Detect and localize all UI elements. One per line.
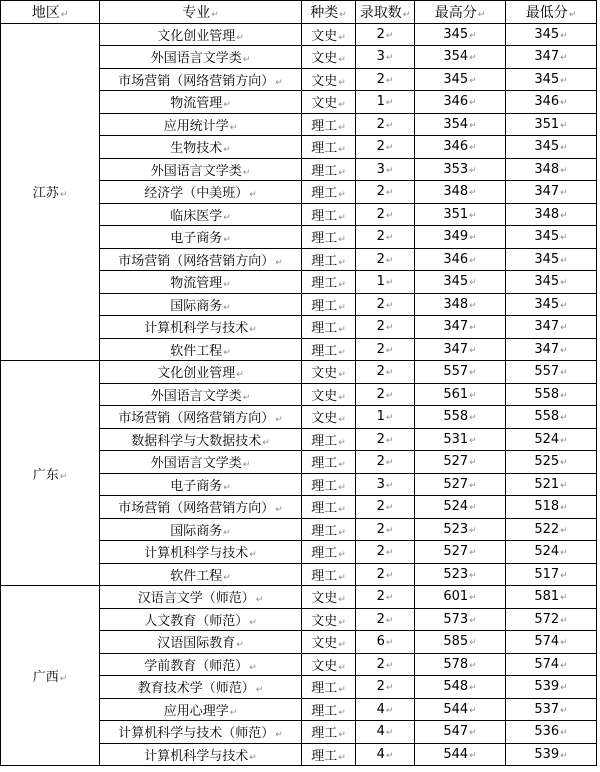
admitted-cell: 2↵	[356, 113, 415, 136]
admitted-cell: 3↵	[356, 46, 415, 69]
admitted-cell: 2↵	[356, 563, 415, 586]
category-cell: 文史↵	[302, 23, 356, 46]
table-row	[1, 586, 597, 609]
admitted-cell: 2↵	[356, 338, 415, 361]
admitted-cell: 3↵	[356, 473, 415, 496]
max-score-cell: 347↵	[415, 316, 506, 339]
min-score-cell: 536↵	[506, 721, 597, 744]
major-cell: 教育技术学（师范）↵	[100, 676, 302, 699]
max-score-cell: 578↵	[415, 653, 506, 676]
min-score-cell: 345↵	[506, 23, 597, 46]
min-score-cell: 558↵	[506, 383, 597, 406]
category-cell: 文史↵	[302, 586, 356, 609]
min-score-cell: 347↵	[506, 46, 597, 69]
max-score-cell: 349↵	[415, 226, 506, 249]
admitted-cell: 2↵	[356, 383, 415, 406]
major-cell: 电子商务↵	[100, 473, 302, 496]
category-cell: 理工↵	[302, 158, 356, 181]
major-cell: 计算机科学与技术↵	[100, 541, 302, 564]
major-cell: 外国语言文学类↵	[100, 451, 302, 474]
max-score-cell: 347↵	[415, 338, 506, 361]
min-score-cell: 537↵	[506, 698, 597, 721]
category-cell: 文史↵	[302, 631, 356, 654]
min-score-cell: 517↵	[506, 563, 597, 586]
major-cell: 市场营销（网络营销方向）↵	[100, 406, 302, 429]
major-cell: 市场营销（网络营销方向）↵	[100, 68, 302, 91]
admitted-cell: 1↵	[356, 271, 415, 294]
admitted-cell: 2↵	[356, 293, 415, 316]
category-cell: 文史↵	[302, 361, 356, 384]
max-score-cell: 523↵	[415, 518, 506, 541]
admitted-cell: 2↵	[356, 653, 415, 676]
major-cell: 市场营销（网络营销方向）↵	[100, 496, 302, 519]
category-cell: 理工↵	[302, 181, 356, 204]
major-cell: 计算机科学与技术↵	[100, 743, 302, 766]
admitted-cell: 2↵	[356, 248, 415, 271]
category-cell: 理工↵	[302, 113, 356, 136]
min-score-cell: 522↵	[506, 518, 597, 541]
min-score-cell: 347↵	[506, 338, 597, 361]
min-score-cell: 572↵	[506, 608, 597, 631]
major-cell: 软件工程↵	[100, 563, 302, 586]
category-cell: 理工↵	[302, 518, 356, 541]
major-cell: 物流管理↵	[100, 271, 302, 294]
major-cell: 计算机科学与技术（师范）↵	[100, 721, 302, 744]
category-cell: 理工↵	[302, 721, 356, 744]
region-cell: 广西↵	[1, 586, 100, 766]
min-score-cell: 345↵	[506, 226, 597, 249]
major-cell: 人文教育（师范）↵	[100, 608, 302, 631]
min-score-cell: 524↵	[506, 428, 597, 451]
header-max-score: 最高分↵	[415, 1, 506, 24]
category-cell: 文史↵	[302, 68, 356, 91]
category-cell: 理工↵	[302, 293, 356, 316]
category-cell: 理工↵	[302, 136, 356, 159]
max-score-cell: 353↵	[415, 158, 506, 181]
min-score-cell: 351↵	[506, 113, 597, 136]
major-cell: 市场营销（网络营销方向）↵	[100, 248, 302, 271]
max-score-cell: 548↵	[415, 676, 506, 699]
max-score-cell: 345↵	[415, 271, 506, 294]
max-score-cell: 354↵	[415, 113, 506, 136]
admitted-cell: 2↵	[356, 676, 415, 699]
max-score-cell: 531↵	[415, 428, 506, 451]
category-cell: 理工↵	[302, 451, 356, 474]
category-cell: 理工↵	[302, 496, 356, 519]
major-cell: 外国语言文学类↵	[100, 383, 302, 406]
category-cell: 文史↵	[302, 46, 356, 69]
category-cell: 文史↵	[302, 383, 356, 406]
min-score-cell: 347↵	[506, 181, 597, 204]
category-cell: 理工↵	[302, 338, 356, 361]
admitted-cell: 2↵	[356, 518, 415, 541]
min-score-cell: 525↵	[506, 451, 597, 474]
min-score-cell: 345↵	[506, 248, 597, 271]
header-row	[1, 1, 597, 24]
admitted-cell: 4↵	[356, 743, 415, 766]
admitted-cell: 3↵	[356, 158, 415, 181]
major-cell: 计算机科学与技术↵	[100, 316, 302, 339]
min-score-cell: 348↵	[506, 203, 597, 226]
admitted-cell: 2↵	[356, 541, 415, 564]
region-cell: 江苏↵	[1, 23, 100, 361]
category-cell: 理工↵	[302, 316, 356, 339]
min-score-cell: 581↵	[506, 586, 597, 609]
max-score-cell: 351↵	[415, 203, 506, 226]
category-cell: 文史↵	[302, 406, 356, 429]
max-score-cell: 585↵	[415, 631, 506, 654]
admitted-cell: 2↵	[356, 23, 415, 46]
max-score-cell: 547↵	[415, 721, 506, 744]
header-category: 种类↵	[302, 1, 356, 24]
min-score-cell: 521↵	[506, 473, 597, 496]
admitted-cell: 1↵	[356, 406, 415, 429]
category-cell: 理工↵	[302, 743, 356, 766]
major-cell: 电子商务↵	[100, 226, 302, 249]
max-score-cell: 544↵	[415, 698, 506, 721]
min-score-cell: 345↵	[506, 293, 597, 316]
category-cell: 理工↵	[302, 271, 356, 294]
min-score-cell: 518↵	[506, 496, 597, 519]
admitted-cell: 2↵	[356, 496, 415, 519]
major-cell: 生物技术↵	[100, 136, 302, 159]
min-score-cell: 524↵	[506, 541, 597, 564]
max-score-cell: 527↵	[415, 473, 506, 496]
major-cell: 学前教育（师范）↵	[100, 653, 302, 676]
major-cell: 外国语言文学类↵	[100, 158, 302, 181]
max-score-cell: 346↵	[415, 91, 506, 114]
admitted-cell: 2↵	[356, 136, 415, 159]
admitted-cell: 2↵	[356, 608, 415, 631]
category-cell: 理工↵	[302, 226, 356, 249]
max-score-cell: 345↵	[415, 68, 506, 91]
max-score-cell: 557↵	[415, 361, 506, 384]
max-score-cell: 354↵	[415, 46, 506, 69]
category-cell: 文史↵	[302, 653, 356, 676]
major-cell: 物流管理↵	[100, 91, 302, 114]
min-score-cell: 346↵	[506, 91, 597, 114]
admitted-cell: 2↵	[356, 226, 415, 249]
table-row	[1, 361, 597, 384]
category-cell: 理工↵	[302, 428, 356, 451]
min-score-cell: 347↵	[506, 316, 597, 339]
max-score-cell: 558↵	[415, 406, 506, 429]
category-cell: 理工↵	[302, 541, 356, 564]
major-cell: 汉语国际教育↵	[100, 631, 302, 654]
max-score-cell: 544↵	[415, 743, 506, 766]
admitted-cell: 2↵	[356, 586, 415, 609]
major-cell: 经济学（中美班）↵	[100, 181, 302, 204]
max-score-cell: 348↵	[415, 293, 506, 316]
admitted-cell: 1↵	[356, 91, 415, 114]
category-cell: 理工↵	[302, 563, 356, 586]
max-score-cell: 346↵	[415, 248, 506, 271]
admitted-cell: 2↵	[356, 428, 415, 451]
min-score-cell: 574↵	[506, 653, 597, 676]
admitted-cell: 2↵	[356, 68, 415, 91]
major-cell: 数据科学与大数据技术↵	[100, 428, 302, 451]
max-score-cell: 573↵	[415, 608, 506, 631]
admitted-cell: 4↵	[356, 721, 415, 744]
max-score-cell: 524↵	[415, 496, 506, 519]
max-score-cell: 348↵	[415, 181, 506, 204]
max-score-cell: 601↵	[415, 586, 506, 609]
min-score-cell: 574↵	[506, 631, 597, 654]
category-cell: 理工↵	[302, 676, 356, 699]
category-cell: 文史↵	[302, 608, 356, 631]
admitted-cell: 2↵	[356, 181, 415, 204]
major-cell: 汉语言文学（师范）↵	[100, 586, 302, 609]
category-cell: 理工↵	[302, 203, 356, 226]
min-score-cell: 348↵	[506, 158, 597, 181]
min-score-cell: 558↵	[506, 406, 597, 429]
category-cell: 文史↵	[302, 91, 356, 114]
min-score-cell: 539↵	[506, 743, 597, 766]
header-major: 专业↵	[100, 1, 302, 24]
major-cell: 国际商务↵	[100, 293, 302, 316]
min-score-cell: 557↵	[506, 361, 597, 384]
region-cell: 广东↵	[1, 361, 100, 586]
major-cell: 文化创业管理↵	[100, 23, 302, 46]
admitted-cell: 4↵	[356, 698, 415, 721]
min-score-cell: 345↵	[506, 271, 597, 294]
major-cell: 软件工程↵	[100, 338, 302, 361]
admitted-cell: 2↵	[356, 451, 415, 474]
major-cell: 文化创业管理↵	[100, 361, 302, 384]
major-cell: 临床医学↵	[100, 203, 302, 226]
category-cell: 理工↵	[302, 248, 356, 271]
major-cell: 应用统计学↵	[100, 113, 302, 136]
max-score-cell: 527↵	[415, 541, 506, 564]
min-score-cell: 345↵	[506, 68, 597, 91]
max-score-cell: 345↵	[415, 23, 506, 46]
header-region: 地区↵	[1, 1, 100, 24]
admitted-cell: 2↵	[356, 203, 415, 226]
min-score-cell: 345↵	[506, 136, 597, 159]
admitted-cell: 6↵	[356, 631, 415, 654]
table-row	[1, 23, 597, 46]
category-cell: 理工↵	[302, 698, 356, 721]
major-cell: 国际商务↵	[100, 518, 302, 541]
max-score-cell: 346↵	[415, 136, 506, 159]
major-cell: 外国语言文学类↵	[100, 46, 302, 69]
max-score-cell: 527↵	[415, 451, 506, 474]
max-score-cell: 561↵	[415, 383, 506, 406]
table-body	[1, 23, 597, 766]
admitted-cell: 2↵	[356, 316, 415, 339]
max-score-cell: 523↵	[415, 563, 506, 586]
min-score-cell: 539↵	[506, 676, 597, 699]
major-cell: 应用心理学↵	[100, 698, 302, 721]
category-cell: 理工↵	[302, 473, 356, 496]
admitted-cell: 2↵	[356, 361, 415, 384]
header-min-score: 最低分↵	[506, 1, 597, 24]
header-admitted: 录取数↵	[356, 1, 415, 24]
